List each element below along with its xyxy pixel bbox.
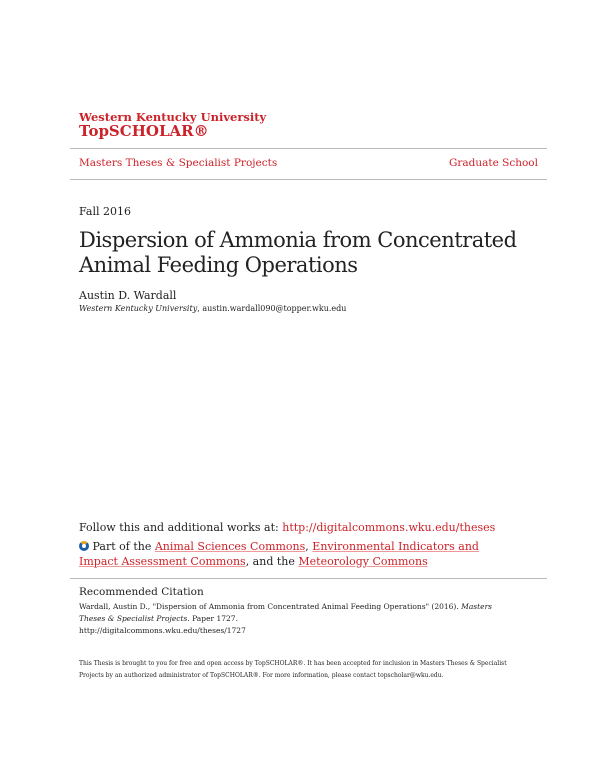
- commons-link[interactable]: Animal Sciences Commons: [154, 540, 306, 553]
- part-of-label: Part of the: [92, 540, 152, 553]
- author: Austin D. Wardall: [79, 289, 177, 302]
- university-name: Western Kentucky University: [79, 110, 267, 124]
- school-link[interactable]: Graduate School: [448, 157, 538, 169]
- date: Fall 2016: [79, 205, 131, 218]
- title-line: Dispersion of Ammonia from Concentrated: [79, 228, 517, 252]
- citation-series: Masters Theses & Specialist Projects.: [79, 602, 493, 623]
- footer-notice: This Thesis is brought to you for free and open access by TopSCHOLAR®. It has been accepted for inclusion in Masters Theses & Specialist Projects by an authorized administrator of TopSCHOLAR®. For more information, please contact topscholar@wku.edu.: [79, 660, 507, 679]
- divider: [70, 179, 547, 180]
- citation-heading: Recommended Citation: [79, 586, 204, 598]
- commons-link[interactable]: Environmental Indicators and Impact Assessment Commons: [79, 540, 479, 568]
- repository-logo[interactable]: TopSCHOLAR®: [79, 122, 209, 140]
- divider: [70, 148, 547, 149]
- citation-paper: Paper 1727.: [192, 614, 238, 623]
- citation-body: Wardall, Austin D., "Dispersion of Ammonia from Concentrated Animal Feeding Operations" (2016).: [79, 602, 459, 611]
- divider: [70, 578, 547, 579]
- citation-text: [79, 601, 519, 637]
- commons-link[interactable]: Meteorology Commons: [298, 555, 428, 568]
- affiliation: Western Kentucky University: [79, 304, 198, 313]
- follow-link[interactable]: http://digitalcommons.wku.edu/theses: [282, 521, 496, 534]
- collection-link[interactable]: Masters Theses & Specialist Projects: [79, 157, 278, 169]
- paper-title: [79, 228, 517, 278]
- title-line: Animal Feeding Operations: [79, 253, 358, 277]
- follow-label: Follow this and additional works at:: [79, 521, 279, 534]
- citation-url[interactable]: http://digitalcommons.wku.edu/theses/1727: [79, 626, 246, 635]
- bepress-icon: [79, 541, 89, 551]
- email: austin.wardall090@topper.wku.edu: [202, 304, 347, 313]
- and-the-label: , and the: [245, 555, 295, 568]
